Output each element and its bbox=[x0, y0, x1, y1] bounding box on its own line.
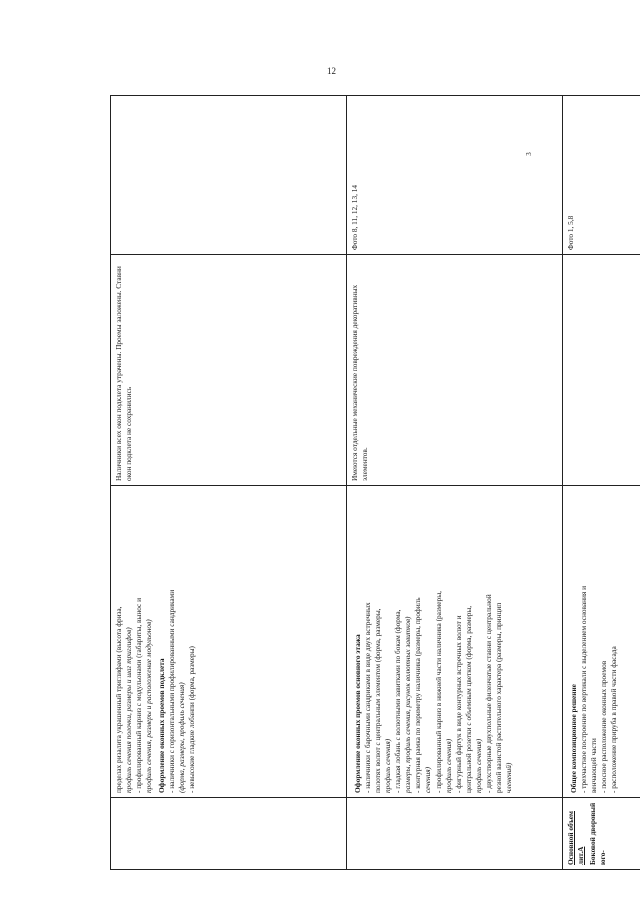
subject-line: сечения) bbox=[423, 766, 433, 793]
photo-cell bbox=[347, 96, 563, 255]
condition-cell bbox=[563, 255, 640, 486]
condition-text: Наличники всех окон подклета утрачены. Проемы заложены. Ставни окон подклета не сохранились bbox=[114, 266, 134, 481]
page-mark: 3 bbox=[524, 152, 533, 156]
subject-line: пределах ризалита украшенный триглифами (высота фриза, bbox=[114, 606, 123, 793]
table-row bbox=[347, 96, 563, 870]
subject-line: - гладкая лобань с волютными завитками по бокам (форма, bbox=[393, 609, 403, 793]
photo-ref: Фото 8, 11, 12, 13, 14 bbox=[350, 184, 359, 250]
object-cell bbox=[563, 798, 640, 870]
subject-line: венчающей части bbox=[589, 738, 599, 793]
subject-line: - невысокие гладкие лобанпи (форма, размеры) bbox=[187, 646, 197, 793]
subject-line: - расположение прируба в правой части фасада bbox=[609, 646, 619, 793]
subject-line: - наличники с барочными сандриками в виде двух встречных bbox=[363, 602, 373, 793]
subject-line: полотях волют с центральным элементом (форма, размеры, bbox=[373, 608, 383, 793]
object-cell bbox=[111, 798, 347, 870]
document-table-rotated bbox=[110, 132, 619, 870]
condition-text: Имеются отдельные механические повреждения декоративных элементов. bbox=[350, 284, 370, 481]
subject-line: - двухстворные двухпольные филенчатые ставни с центральной bbox=[483, 594, 493, 793]
object-cell bbox=[347, 798, 563, 870]
subject-line: центральной розетки с объемным цветком (форма, размеры, bbox=[463, 605, 473, 793]
condition-cell bbox=[347, 255, 563, 486]
subject-line: членений) bbox=[503, 762, 513, 793]
photo-ref: Фото 1, 5,8 bbox=[566, 215, 575, 250]
subject-line: профиль сечения) bbox=[443, 738, 453, 793]
subject-line: - наличники с горизонтальными профилированными сандриками bbox=[167, 589, 177, 793]
condition-cell bbox=[111, 255, 347, 486]
subject-line: - трехчастное построение по вертикали с выделением основания и bbox=[579, 585, 589, 793]
subject-line: - профилированный карниз с модульонами (габариты, вынос и bbox=[134, 597, 144, 793]
table-row bbox=[563, 96, 640, 870]
subject-line: (форма, размеры, профиль сечения) bbox=[177, 682, 187, 793]
subject-line: профиль сечения) bbox=[383, 738, 393, 793]
photo-cell bbox=[563, 96, 640, 255]
subject-line: - поосное расположение оконных проемов bbox=[599, 660, 609, 793]
subject-cell bbox=[111, 486, 347, 798]
subject-line: профиль сечения полочки, размеры и шаг триглифов) bbox=[124, 627, 134, 793]
object-facade: Боковой дворовый юго- bbox=[588, 802, 608, 865]
page-number: 12 bbox=[327, 66, 336, 76]
section-heading: Оформление оконных проемов подклета bbox=[157, 658, 167, 793]
section-heading: Общее композиционное решение bbox=[569, 684, 578, 793]
subject-line: профиль сечения) bbox=[473, 738, 483, 793]
object-name: Основной объем лит.А bbox=[566, 811, 586, 865]
section-heading: Оформление оконных проемов основного этажа bbox=[353, 634, 362, 793]
table-row bbox=[111, 96, 347, 870]
photo-cell bbox=[111, 96, 347, 255]
subject-protection-table bbox=[110, 95, 640, 870]
subject-line: резной вазистой растительного характера (размеры, принцип bbox=[493, 602, 503, 793]
subject-line: - контурная рамка по периметру наличника (размеры, профиль bbox=[413, 597, 423, 793]
subject-line: профиль сечения, размеры и расположение модульонов) bbox=[144, 619, 154, 793]
subject-line: - профилированный карниз в нижней части наличника (размеры, bbox=[433, 591, 443, 793]
subject-line: размеры, профиль сечения, рисунок волютных завитков) bbox=[403, 616, 413, 793]
subject-cell bbox=[347, 486, 563, 798]
subject-cell bbox=[563, 486, 640, 798]
subject-line: - фигурный фартук в виде контурных встречных волют и bbox=[453, 615, 463, 793]
